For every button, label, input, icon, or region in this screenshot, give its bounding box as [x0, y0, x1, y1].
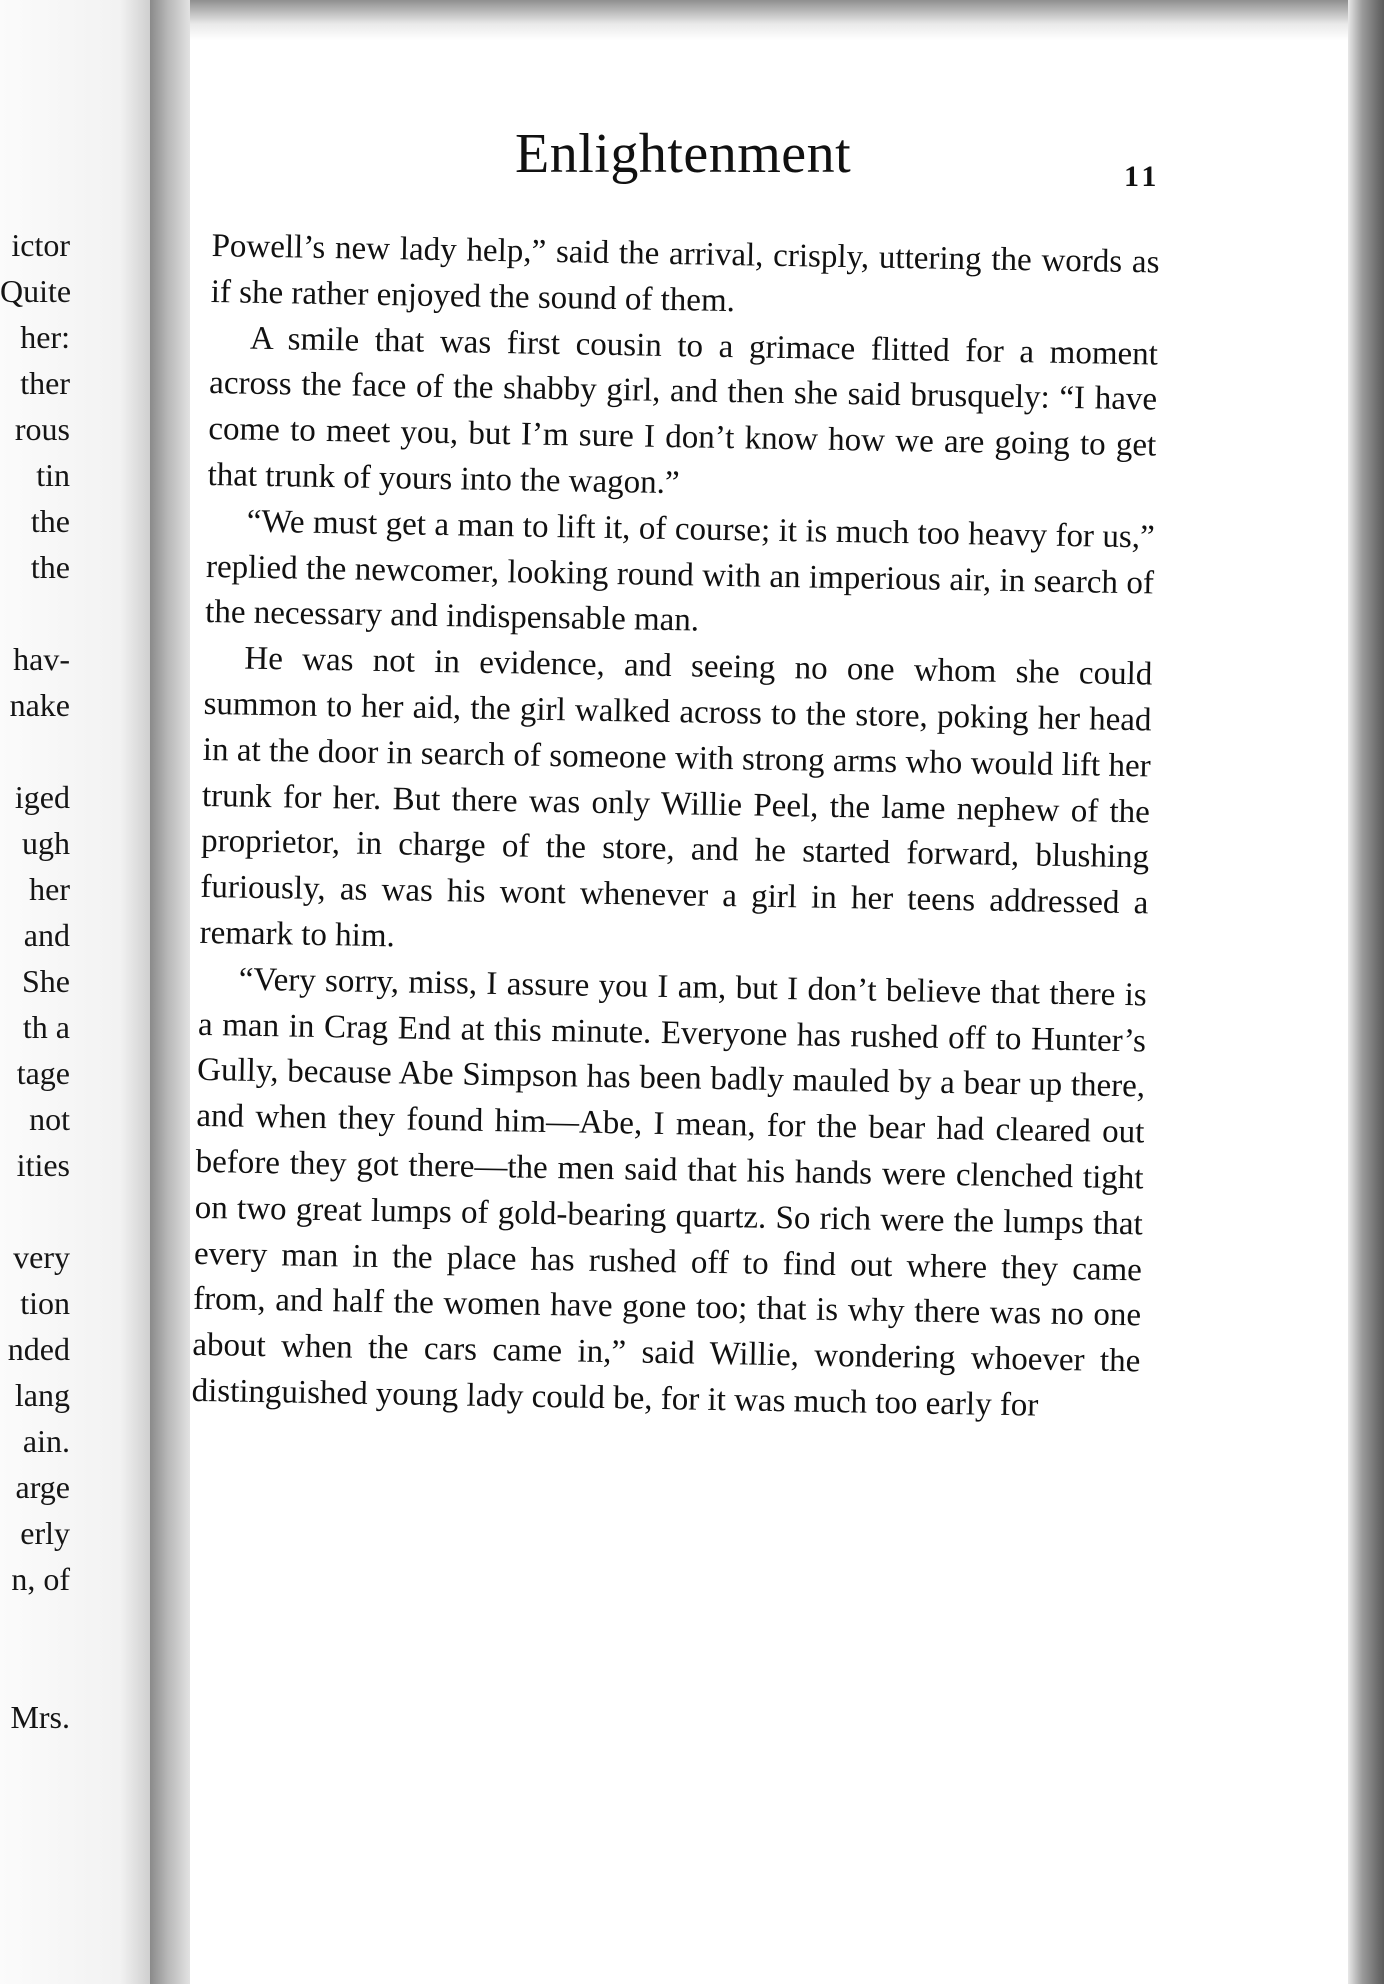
fragment-line: very [13, 1239, 70, 1275]
fragment-line: tion [20, 1285, 70, 1321]
fragment-line: iged [14, 779, 70, 815]
fragment-line: ities [16, 1147, 70, 1183]
fragment-line: tage [16, 1055, 70, 1091]
left-page-edge [0, 0, 150, 1984]
fragment-line [0, 728, 70, 774]
left-page-fragments [0, 222, 70, 1740]
fragment-line: She [22, 963, 70, 999]
fragment-line: hav- [13, 641, 70, 677]
paragraph: A smile that was first cousin to a grimace flitted for a moment across the face of the shabby girl, and then she said brusquely: “I have come to meet you, but I’m sure I don’t know how we are going to get that trunk of yours into the wagon.” [207, 320, 1159, 502]
fragment-line: ther [20, 365, 70, 401]
fragment-line [0, 1648, 70, 1694]
paragraph: “We must get a man to lift it, of course; it is much too heavy for us,” replied the newcomer, looking round with an imperious air, in search of the necessary and indispensable man. [204, 503, 1155, 639]
page-top-shadow [190, 0, 1360, 40]
fragment-line: lang [14, 1377, 70, 1413]
fragment-line: n, of [11, 1561, 70, 1597]
fragment-line: th a [22, 1009, 70, 1045]
fragment-line: arge [15, 1469, 70, 1505]
fragment-line: not [29, 1101, 70, 1137]
paragraph: He was not in evidence, and seeing no one whom she could summon to her aid, the girl walked across to the store, poking her head in at the door in search of someone with strong arms who would lift her trunk for her. But there was only Willie Peel, the lame nephew of the proprietor, in charge of the store, and he started forward, blushing furiously, as was his wont whenever a girl in her teens addressed a remark to him. [199, 640, 1153, 955]
fragment-line: erly [20, 1515, 70, 1551]
fragment-line: the [30, 549, 70, 585]
page-right-edge [1348, 0, 1384, 1984]
fragment-line [0, 590, 70, 636]
fragment-line: nded [7, 1331, 70, 1367]
fragment-line: nake [9, 687, 70, 723]
fragment-line: her [29, 871, 70, 907]
page-number: 11 [1124, 160, 1161, 193]
body-text [191, 224, 1160, 1431]
fragment-line: rous [14, 411, 70, 447]
running-title: Enlightenment [515, 123, 852, 185]
fragment-line: ugh [22, 825, 70, 861]
fragment-line: her: [20, 319, 70, 355]
paragraph: Powell’s new lady help,” said the arrival, crisply, uttering the words as if she rather enjoyed the sound of them. [210, 227, 1160, 319]
fragment-line: the [30, 503, 70, 539]
fragment-line: Mrs. [10, 1699, 70, 1735]
fragment-line: and [23, 917, 70, 953]
fragment-line: tin [36, 457, 70, 493]
fragment-line: Quite [0, 273, 72, 309]
fragment-line: ain. [22, 1423, 70, 1459]
fragment-line: ictor [11, 227, 70, 263]
paragraph: “Very sorry, miss, I assure you I am, but I don’t believe that there is a man in Crag End at this minute. Everyone has rushed off to Hunter’s Gully, because Abe Simpson has been badly mauled by a bear up there, and when they found him—Abe, I mean, for the bear had cleared out before they got there—the men said that his hands were clenched tight on two great lumps of gold-bearing quartz. So rich were the lumps that every man in the place has rushed off to find out where they came from, and half the women have gone too; that is why there was no one about when the cars came in,” said Willie, wondering whoever the distinguished young lady could be, for it was much too early for [191, 961, 1147, 1424]
fragment-line [0, 1188, 70, 1234]
fragment-line [0, 1602, 70, 1648]
